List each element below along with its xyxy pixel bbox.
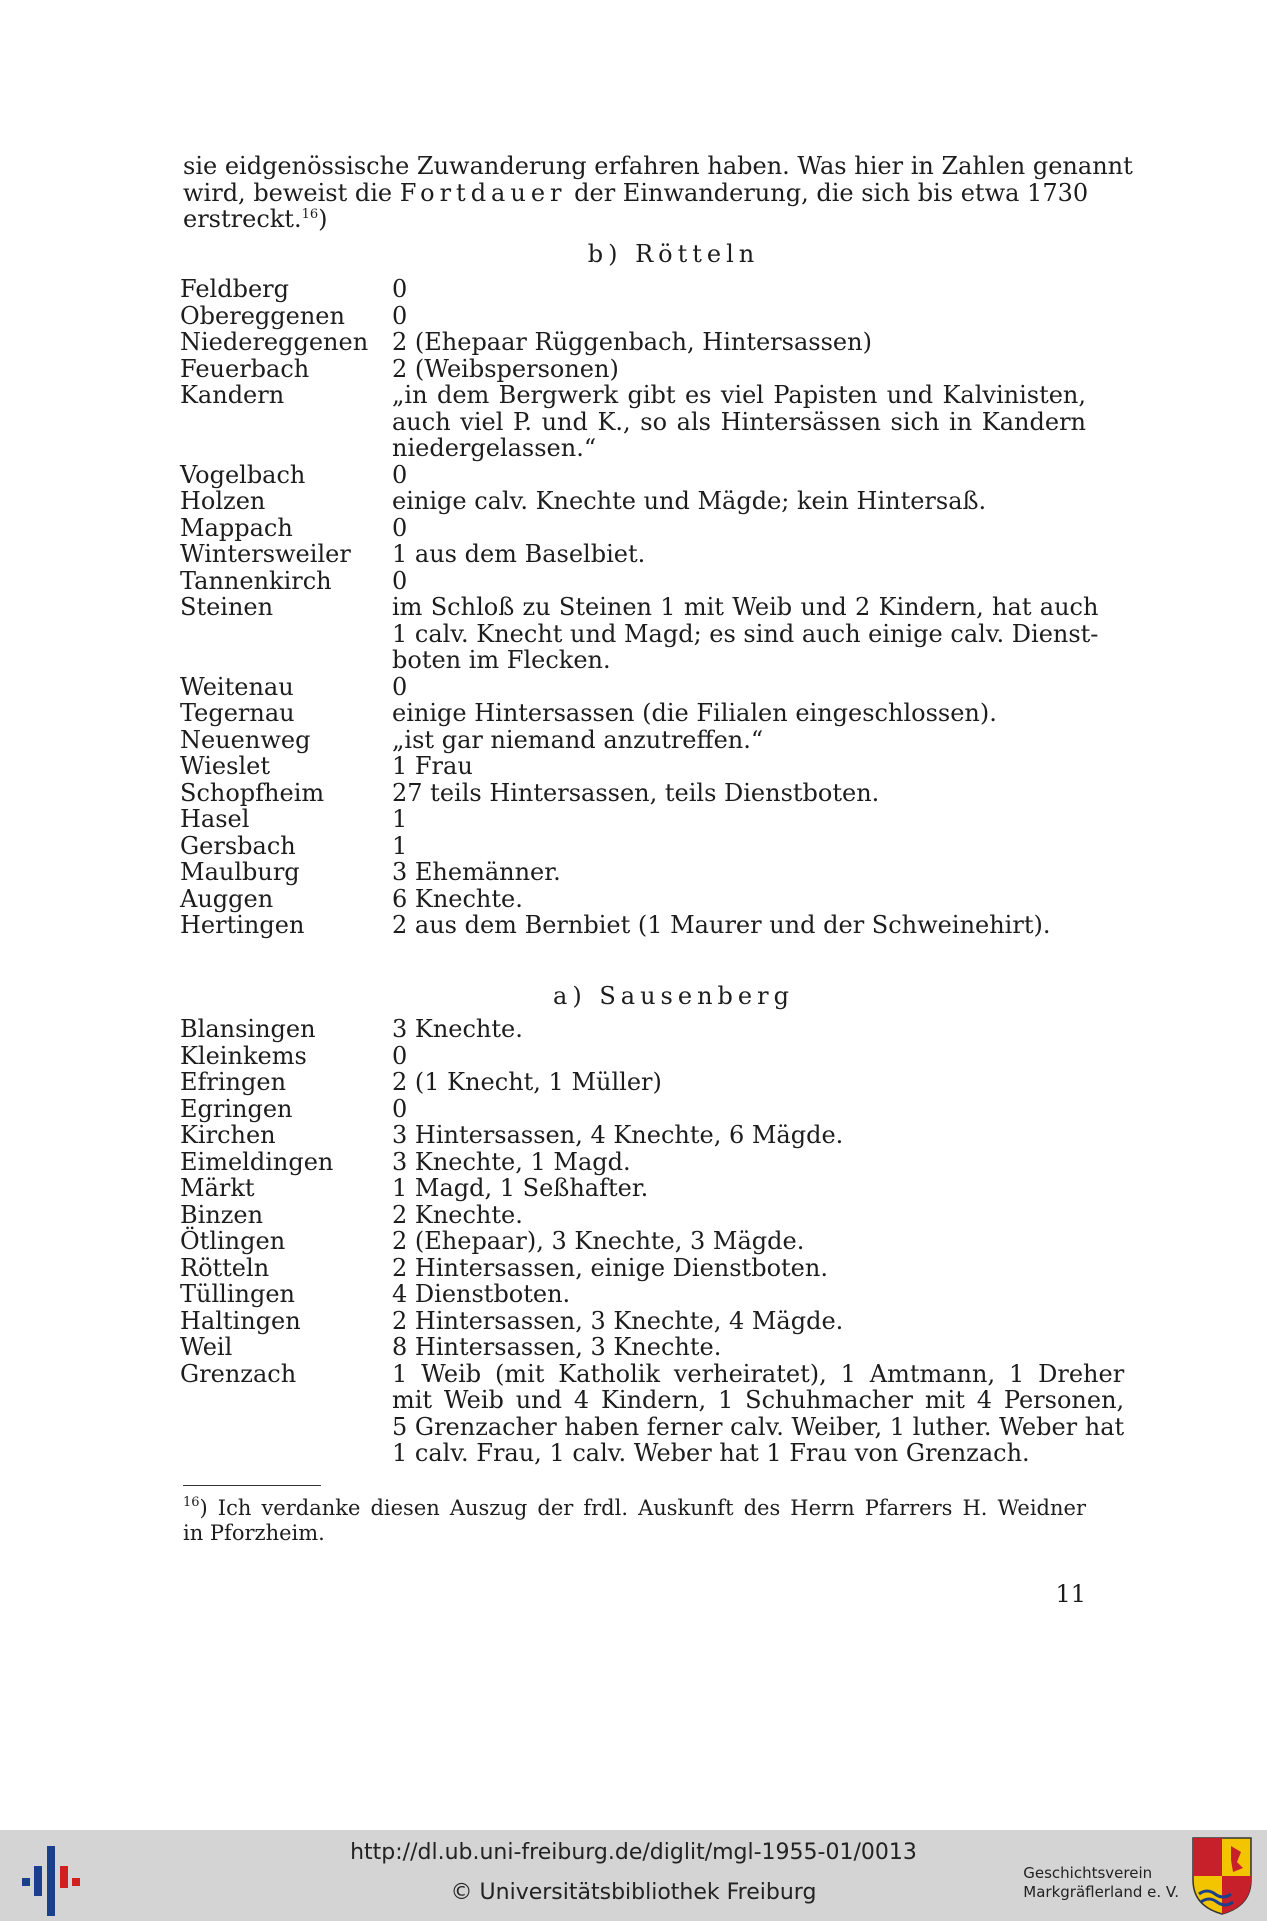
intro-line: sie eidgenössische Zuwanderung erfahren haben. Was hier in Zahlen genannt [183, 152, 1133, 180]
place-name: Kandern [180, 381, 285, 409]
place-entry [392, 1255, 1086, 1282]
place-name: Wintersweiler [180, 540, 351, 568]
list-item [180, 1043, 1086, 1070]
entry-line: 1 [392, 831, 408, 860]
sausenberg-table [180, 1015, 1125, 1467]
entry-line: 2 aus dem Bernbiet (1 Maurer und der Schweinehirt). [392, 911, 1051, 939]
place-entry [392, 700, 1086, 727]
entry-line: 3 Knechte. [392, 1015, 523, 1043]
entry-line: 1 aus dem Baselbiet. [392, 540, 646, 568]
list-item [180, 1016, 1086, 1043]
section-heading-roetteln: b) Rötteln [587, 240, 760, 268]
entry-line: 4 Dienstboten. [392, 1280, 571, 1308]
place-entry [392, 488, 1086, 515]
place-name: Kleinkems [180, 1041, 307, 1070]
spaced-word: Fortdauer [399, 178, 567, 207]
place-name: Hertingen [180, 911, 305, 939]
place-entry [392, 912, 1086, 939]
list-item [180, 303, 1086, 330]
place-entry [392, 859, 1086, 886]
list-item [180, 1334, 1086, 1361]
entry-line: 0 [392, 1094, 408, 1123]
list-item [180, 1149, 1086, 1176]
place-entry [392, 1122, 1086, 1149]
list-item [180, 1096, 1086, 1123]
roetteln-table [180, 275, 1099, 939]
place-entry [392, 356, 1086, 383]
footnote-line: $^{16}$) Ich verdanke diesen Auszug der frdl. Auskunft des Herrn Pfarrers H. Weidner [183, 1495, 1086, 1520]
place-entry [392, 833, 1086, 860]
entry-line: 1 Magd, 1 Seßhafter. [392, 1174, 649, 1202]
place-entry [392, 1043, 1086, 1070]
place-entry [392, 1281, 1086, 1308]
place-name: Gersbach [180, 831, 296, 860]
entry-line: „in dem Bergwerk gibt es viel Papisten und Kalvinisten, [392, 381, 1086, 409]
entry-line: „ist gar niemand anzutreffen.“ [392, 725, 764, 754]
entry-line: einige calv. Knechte und Mägde; kein Hintersaß. [392, 487, 987, 515]
place-name: Binzen [180, 1200, 264, 1229]
place-entry [392, 1175, 1086, 1202]
list-item [180, 753, 1086, 780]
place-entry [392, 753, 1086, 780]
section-heading-sausenberg: a) Sausenberg [553, 982, 794, 1010]
place-entry [392, 806, 1086, 833]
place-name: Neuenweg [180, 725, 311, 754]
list-item [180, 515, 1086, 542]
entry-line: boten im Flecken. [392, 646, 611, 674]
place-entry [392, 462, 1086, 489]
place-name: Feuerbach [180, 354, 310, 383]
list-item [180, 1308, 1086, 1335]
place-entry [392, 541, 1086, 568]
place-entry [392, 1149, 1086, 1176]
place-entry [392, 1334, 1086, 1361]
list-item [180, 1255, 1086, 1282]
entry-line: 0 [392, 513, 408, 542]
place-entry [392, 1308, 1086, 1335]
list-item [180, 356, 1086, 383]
place-name: Haltingen [180, 1306, 301, 1335]
list-item [180, 700, 1086, 727]
place-entry [392, 1096, 1086, 1123]
place-name: Grenzach [180, 1359, 297, 1388]
place-name: Weitenau [180, 672, 294, 701]
intro-line: wird, beweist die Fortdauer der Einwanderung, die sich bis etwa 1730 [183, 178, 1089, 207]
entry-line: 0 [392, 566, 408, 595]
place-name: Hasel [180, 805, 250, 833]
entry-line: 3 Ehemänner. [392, 858, 561, 886]
list-item [180, 1122, 1086, 1149]
list-item [180, 1359, 1125, 1467]
list-item [180, 806, 1086, 833]
list-item [180, 912, 1086, 939]
list-item [180, 488, 1086, 515]
entry-line: 0 [392, 672, 408, 701]
place-name: Holzen [180, 487, 266, 515]
copyright-text: © Universitätsbibliothek Freiburg [450, 1880, 817, 1905]
list-item [180, 593, 1099, 674]
footnote [183, 1496, 1086, 1546]
list-item [180, 780, 1086, 807]
footnote-separator [183, 1485, 321, 1486]
list-item [180, 541, 1086, 568]
place-name: Ötlingen [180, 1227, 286, 1255]
list-item [180, 329, 1086, 356]
place-name: Kirchen [180, 1121, 276, 1149]
entry-line: 2 (Ehepaar Rüggenbach, Hintersassen) [392, 328, 872, 356]
place-name: Tegernau [180, 699, 295, 727]
society-name: Geschichtsverein Markgräflerland e. V. [1023, 1864, 1179, 1901]
entry-line: 3 Hintersassen, 4 Knechte, 6 Mägde. [392, 1121, 844, 1149]
place-entry [392, 515, 1086, 542]
place-entry [392, 382, 1086, 462]
entry-line: 2 Hintersassen, 3 Knechte, 4 Mägde. [392, 1306, 844, 1335]
place-entry [392, 1069, 1086, 1096]
footnote-number: 16 [183, 1495, 200, 1510]
place-name: Tannenkirch [180, 566, 332, 595]
list-item [180, 674, 1086, 701]
place-entry [392, 674, 1086, 701]
entry-line: mit Weib und 4 Kindern, 1 Schuhmacher mit 4 Personen, [392, 1386, 1125, 1414]
entry-line: 3 Knechte, 1 Magd. [392, 1147, 631, 1176]
list-item [180, 727, 1086, 754]
place-name: Rötteln [180, 1253, 270, 1282]
list-item [180, 1281, 1086, 1308]
place-name: Blansingen [180, 1015, 316, 1043]
place-name: Feldberg [180, 275, 289, 303]
place-name: Märkt [180, 1174, 255, 1202]
list-item [180, 886, 1086, 913]
document-url-link[interactable]: http://dl.ub.uni-freiburg.de/diglit/mgl-1955-01/0013 [350, 1840, 917, 1865]
place-entry [392, 568, 1086, 595]
intro-line: erstreckt.$^{16}$) [183, 205, 328, 233]
entry-line: 5 Grenzacher haben ferner calv. Weiber, 1 luther. Weber hat [392, 1412, 1125, 1441]
intro-paragraph [183, 152, 1133, 233]
entry-line: 2 Knechte. [392, 1200, 523, 1229]
entry-line: 0 [392, 301, 408, 330]
page-number: 11 [1055, 1580, 1086, 1608]
entry-line: 6 Knechte. [392, 884, 523, 913]
place-entry [392, 276, 1086, 303]
entry-line: 2 (Ehepaar), 3 Knechte, 3 Mägde. [392, 1227, 805, 1255]
entry-line: 2 Hintersassen, einige Dienstboten. [392, 1253, 828, 1282]
list-item [180, 568, 1086, 595]
entry-line: 2 (1 Knecht, 1 Müller) [392, 1068, 662, 1096]
list-item [180, 1175, 1086, 1202]
place-name: Tüllingen [180, 1280, 295, 1308]
entry-line: 1 calv. Frau, 1 calv. Weber hat 1 Frau von Grenzach. [392, 1439, 1030, 1467]
place-name: Niedereggenen [180, 328, 369, 356]
list-item [180, 276, 1086, 303]
entry-line: 8 Hintersassen, 3 Knechte. [392, 1333, 722, 1361]
footer-bar [0, 1830, 1267, 1921]
footnote-ref: 16 [301, 207, 319, 222]
place-name: Obereggenen [180, 301, 345, 330]
entry-line: 0 [392, 460, 408, 489]
place-name: Steinen [180, 593, 274, 621]
entry-line: im Schloß zu Steinen 1 mit Weib und 2 Kindern, hat auch [392, 593, 1099, 621]
place-entry [392, 727, 1086, 754]
entry-line: 2 (Weibspersonen) [392, 354, 619, 383]
place-entry [392, 1228, 1086, 1255]
place-name: Auggen [180, 884, 274, 913]
entry-line: einige Hintersassen (die Filialen eingeschlossen). [392, 699, 997, 727]
place-name: Efringen [180, 1068, 287, 1096]
place-entry [392, 594, 1098, 674]
entry-line: 27 teils Hintersassen, teils Dienstboten. [392, 778, 880, 807]
entry-line: 1 [392, 805, 408, 833]
list-item [180, 1069, 1086, 1096]
place-entry [392, 329, 1086, 356]
place-name: Maulburg [180, 858, 300, 886]
entry-line: 1 Weib (mit Katholik verheiratet), 1 Amtmann, 1 Dreher [392, 1359, 1125, 1388]
place-entry [392, 780, 1086, 807]
place-entry [392, 886, 1086, 913]
place-name: Vogelbach [180, 460, 306, 489]
entry-line: 1 Frau [392, 752, 473, 780]
place-entry [392, 1361, 1124, 1467]
list-item [180, 1202, 1086, 1229]
list-item [180, 859, 1086, 886]
place-name: Weil [180, 1333, 233, 1361]
list-item [180, 382, 1086, 462]
place-name: Schopfheim [180, 778, 325, 807]
entry-line: auch viel P. und K., so als Hintersässen sich in Kandern [392, 407, 1086, 436]
place-name: Wieslet [180, 752, 270, 780]
place-entry [392, 1016, 1086, 1043]
place-name: Egringen [180, 1094, 293, 1123]
place-name: Mappach [180, 513, 293, 542]
entry-line: 0 [392, 1041, 408, 1070]
entry-line: 0 [392, 275, 408, 303]
place-entry [392, 303, 1086, 330]
entry-line: niedergelassen.“ [392, 434, 597, 462]
list-item [180, 462, 1086, 489]
entry-line: 1 calv. Knecht und Magd; es sind auch einige calv. Dienst- [392, 619, 1099, 648]
place-entry [392, 1202, 1086, 1229]
footnote-line: in Pforzheim. [183, 1521, 325, 1545]
society-crest-icon [1191, 1836, 1253, 1916]
list-item [180, 833, 1086, 860]
list-item [180, 1228, 1086, 1255]
place-name: Eimeldingen [180, 1147, 334, 1176]
